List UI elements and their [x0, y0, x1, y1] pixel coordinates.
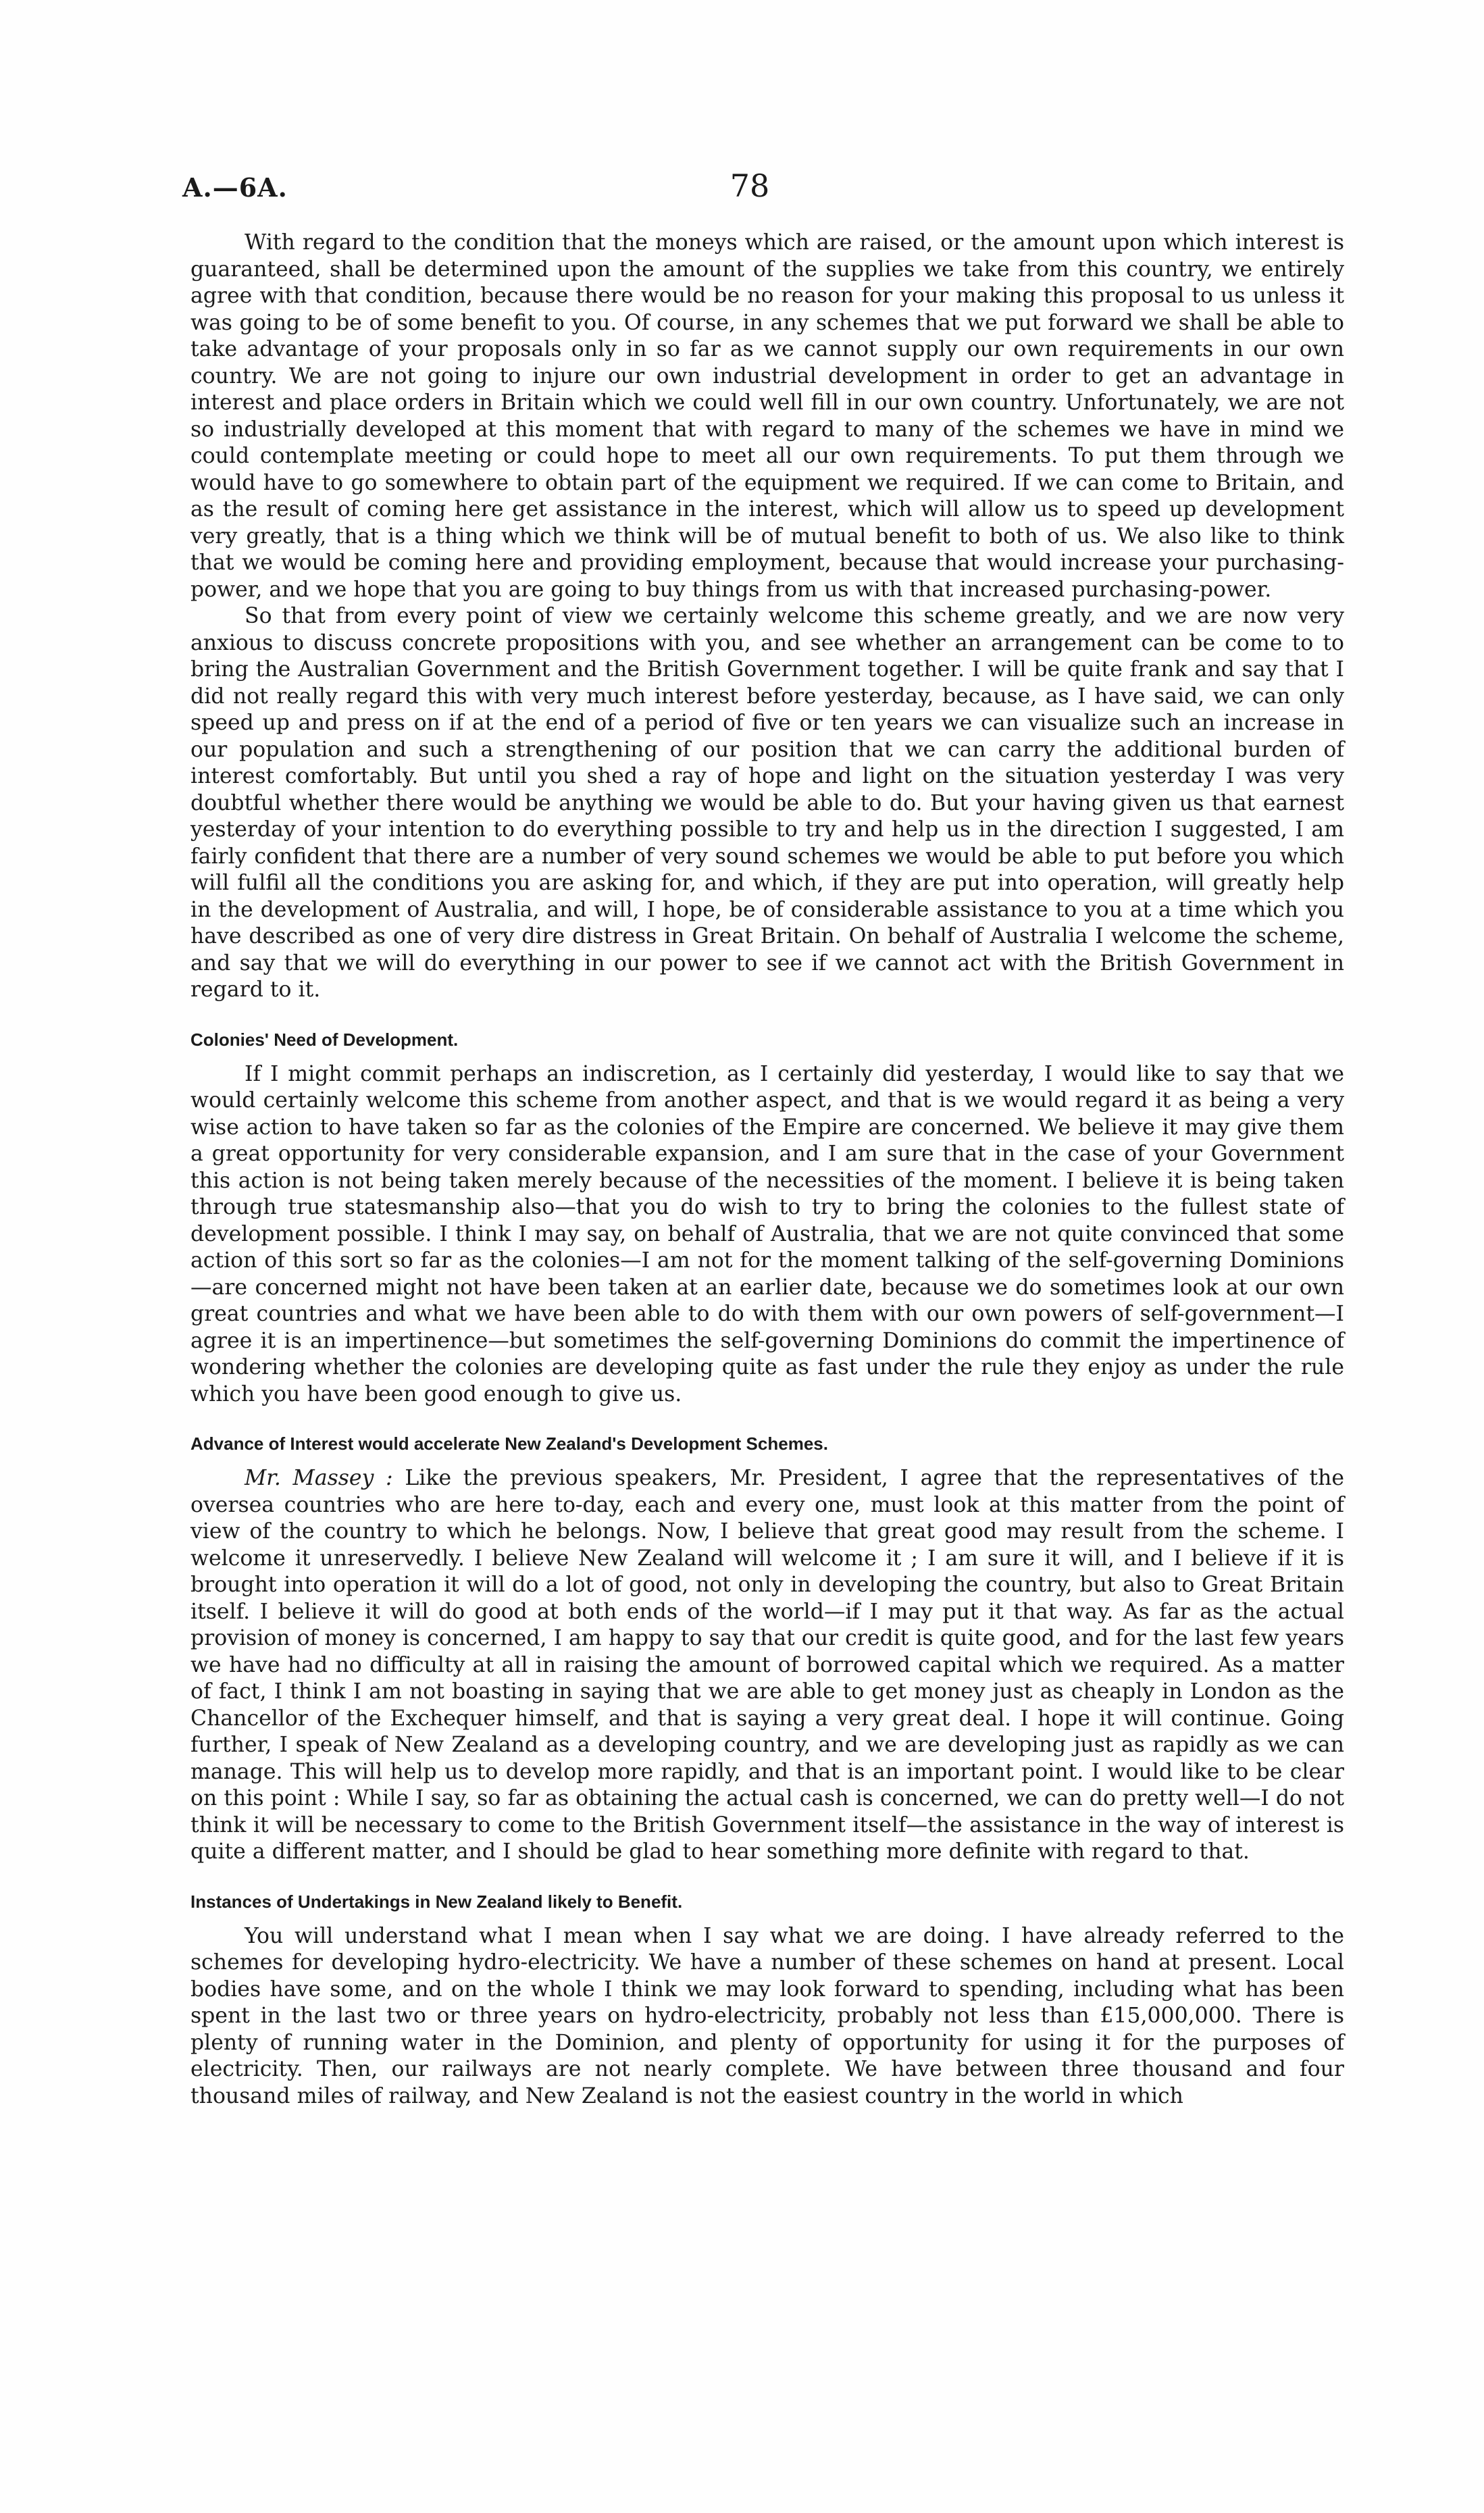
- speaker-name: Mr. Massey :: [245, 1466, 393, 1490]
- section-heading-undertakings: Instances of Undertakings in New Zealand likely to Benefit.: [190, 1891, 683, 1912]
- paragraph-colonies-development: If I might commit perhaps an indiscretion, as I certainly did yesterday, I would like to say that we would certainly welcome this scheme from another aspect, and that is we would regard it as being a very wise action to have taken so far as the colonies of the Empire are concerned. We believe it may give them a great opportunity for very considerable expansion, and I am sure that in the case of your Government this action is not being taken merely because of the necessities of the moment. I believe it is being taken through true statesmanship also—that you do wish to try to bring the colonies to the fullest state of development possible. I think I may say, on behalf of Australia, that we are not quite convinced that some action of this sort so far as the colonies—I am not for the moment talking of the self-governing Dominions—are concerned might not have been taken at an earlier date, because we do sometimes look at our own great countries and what we have been able to do with them with our own powers of self-government—I agree it is an impertinence—but sometimes the self-governing Dominions do commit the impertinence of wondering whether the colonies are developing quite as fast under the rule they enjoy as under the rule which you have been good enough to give us.: [190, 1061, 1344, 1406]
- paragraph-australia-welcome: So that from every point of view we certainly welcome this scheme greatly, and we are now very anxious to discuss concrete propositions with you, and see whether an arrangement can be come to to bring the Australian Government and the British Government together. I will be quite frank and say that I did not really regard this with very much interest before yesterday, because, as I have said, we can only speed up and press on if at the end of a period of five or ten years we can visualize such an increase in our population and such a strengthening of our position that we can carry the additional burden of interest comfortably. But until you shed a ray of hope and light on the situation yesterday I was very doubtful whether there would be anything we would be able to do. But your having given us that earnest yesterday of your intention to do everything possible to try and help us in the direction I suggested, I am fairly confident that there are a number of very sound schemes we would be able to put before you which will fulfil all the conditions you are asking for, and which, if they are put into operation, will greatly help in the development of Australia, and will, I hope, be of considerable assistance to you at a time which you have described as one of very dire distress in Great Britain. On behalf of Australia I welcome the scheme, and say that we will do everything in our power to see if we cannot act with the British Government in regard to it.: [190, 604, 1344, 1002]
- document-body: [190, 230, 1344, 2110]
- paragraph-massey-speech: [190, 1465, 1344, 1866]
- paragraph-supplies-condition: With regard to the condition that the moneys which are raised, or the amount upon which interest is guaranteed, shall be determined upon the amount of the supplies we take from this country, we entirely agree with that condition, because there would be no reason for your making this proposal to us unless it was going to be of some benefit to you. Of course, in any schemes that we put forward we shall be able to take advantage of your proposals only in so far as we cannot supply our own requirements in our own country. We are not going to injure our own industrial development in order to get an advantage in interest and place orders in Britain which we could well fill in our own country. Unfortunately, we are not so industrially developed at this moment that with regard to many of the schemes we have in mind we could contemplate meeting or could hope to meet all our own requirements. To put them through we would have to go somewhere to obtain part of the equipment we required. If we can come to Britain, and as the result of coming here get assistance in the interest, which will allow us to speed up development very greatly, that is a thing which we think will be of mutual benefit to both of us. We also like to think that we would be coming here and providing employment, because that would increase your purchasing-power, and we hope that you are going to buy things from us with that increased purchasing-power.: [190, 230, 1344, 602]
- document-reference: A.—6A.: [182, 172, 288, 203]
- page-number: 78: [730, 168, 770, 204]
- speech-text: Like the previous speakers, Mr. President, I agree that the representatives of the oversea countries who are here to-day, each and every one, must look at this matter from the point of view of the country to which he belongs. Now, I believe that great good may result from the scheme. I welcome it unreservedly. I believe New Zealand will welcome it ; I am sure it will, and I believe if it is brought into operation it will do a lot of good, not only in developing the country, but also to Great Britain itself. I believe it will do good at both ends of the world—if I may put it that way. As far as the actual provision of money is concerned, I am happy to say that our credit is quite good, and for the last few years we have had no difficulty at all in raising the amount of borrowed capital which we required. As a matter of fact, I think I am not boasting in saying that we are able to get money just as cheaply in London as the Chancellor of the Exchequer himself, and that is saying a very great deal. I hope it will continue. Going further, I speak of New Zealand as a developing country, and we are developing just as rapidly as we can manage. This will help us to develop more rapidly, and that is an important point. I would like to be clear on this point : While I say, so far as obtaining the actual cash is concerned, we can do pretty well—I do not think it will be necessary to come to the British Government itself—the assistance in the way of interest is quite a different matter, and I should be glad to hear something more definite with regard to that.: [190, 1466, 1344, 1864]
- paragraph-hydro-railways: You will understand what I mean when I say what we are doing. I have already referred to the schemes for developing hydro-electricity. We have a number of these schemes on hand at present. Local bodies have some, and on the whole I think we may look forward to spending, including what has been spent in the last two or three years on hydro-electricity, probably not less than £15,000,000. There is plenty of running water in the Dominion, and plenty of opportunity for using it for the purposes of electricity. Then, our railways are not nearly complete. We have between three thousand and four thousand miles of railway, and New Zealand is not the easiest country in the world in which: [190, 1923, 1344, 2108]
- section-heading-new-zealand-interest: Advance of Interest would accelerate New Zealand's Development Schemes.: [190, 1433, 828, 1454]
- section-heading-colonies: Colonies' Need of Development.: [190, 1029, 459, 1050]
